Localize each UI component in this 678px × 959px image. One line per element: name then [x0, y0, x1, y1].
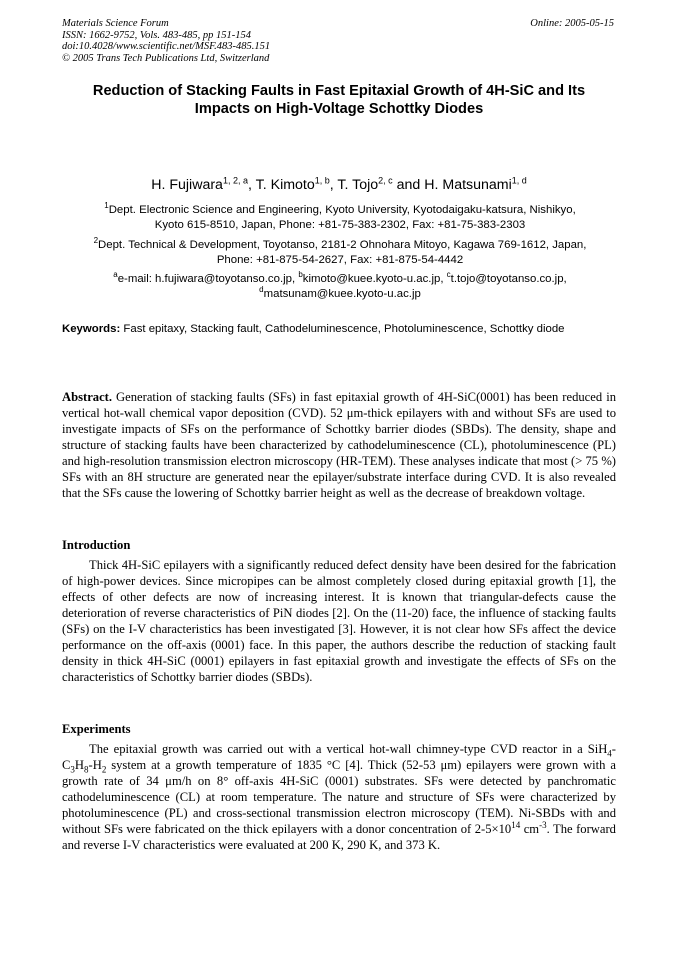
email-block	[70, 272, 610, 302]
author-affil-mark: 1, d	[511, 175, 527, 186]
author-name: H. Fujiwara	[151, 177, 223, 193]
exp-subscript: 8	[84, 764, 89, 775]
exp-text: H	[74, 758, 85, 772]
author-list	[62, 176, 616, 194]
email-mark: c	[446, 270, 451, 280]
exp-superscript: -3	[539, 819, 547, 830]
exp-subscript: 2	[101, 764, 107, 775]
author-separator: ,	[247, 177, 256, 193]
exp-text: -H	[88, 758, 102, 772]
author-name: T. Tojo	[337, 177, 379, 193]
email-mark: a	[113, 270, 118, 280]
journal-header	[62, 18, 270, 64]
affil-line: Dept. Electronic Science and Engineering, Kyoto University, Kyotodaigaku-katsura, Nishikyo,	[108, 204, 576, 216]
author-affil-mark: 1, 2, a	[222, 175, 248, 186]
exp-text: . The forward and reverse I-V characteristics were evaluated at 200 K, 290 K, and 373 K.	[62, 822, 616, 852]
affil-line: Kyoto 615-8510, Japan, Phone: +81-75-383-2302, Fax: +81-75-383-2303	[154, 219, 526, 231]
author-affil-mark: 2, c	[378, 175, 393, 186]
email-mark: b	[298, 270, 303, 280]
exp-subscript: 4	[607, 748, 612, 759]
affil-mark: 2	[93, 236, 99, 246]
abstract-text: Generation of stacking faults (SFs) in fast epitaxial growth of 4H-SiC(0001) has been reduced in vertical hot-wall chemical vapor deposition (CVD). 52 μm-thick epilayers with and without SFs are used to investigate impacts of SFs on the performance of Schottky barrier diodes (SBDs). The density, shape and structure of stacking faults have been characterized by cathodeluminescence (CL), photoluminescence (PL) and high-resolution transmission electron microscopy (HR-TEM). These analyses indicate that most (> 75 %) SFs with an 8H structure are generated near the epilayer/substrate interface during CVD. It is also revealed that the SFs cause the lowering of Schottky barrier height as well as the decrease of breakdown voltage.	[62, 390, 616, 500]
affiliation-1	[70, 203, 610, 233]
exp-text: -C	[62, 742, 616, 772]
email-mark: d	[259, 285, 264, 295]
abstract-paragraph	[62, 389, 616, 501]
author-separator: and	[392, 177, 425, 193]
introduction-paragraph: Thick 4H-SiC epilayers with a significantly reduced defect density have been desired for the fabrication of high-power devices. Since micropipes can be almost completely closed during epitaxial growth [1], the effects of other defects are now of increasing interest. It is known that triangular-defects cause the deterioration of reverse characteristics of PiN diodes [2]. On the (11-20) face, the influence of stacking faults (SFs) on the I-V characteristics has been investigated [3]. However, it is not clear how SFs affect the device performance on the off-axis (0001) face. In this paper, the authors describe the reduction of stacking fault density in thick 4H-SiC (0001) epilayers in fast epitaxial growth and investigate the effects of SFs on the characteristics of Schottky barrier diodes (SBDs).	[62, 558, 616, 684]
abstract-label: Abstract.	[62, 390, 113, 404]
paper-title	[62, 82, 616, 118]
author-name: H. Matsunami	[424, 177, 512, 193]
author-name: T. Kimoto	[255, 177, 315, 193]
affiliation-2	[70, 238, 610, 268]
title-line-1: Reduction of Stacking Faults in Fast Epitaxial Growth of 4H-SiC and Its	[92, 83, 586, 99]
exp-text: cm	[520, 822, 540, 836]
keywords-label: Keywords:	[62, 323, 121, 335]
email-text: e-mail: h.fujiwara@toyotanso.co.jp,	[117, 273, 299, 285]
exp-superscript: 14	[511, 819, 521, 830]
keywords-paragraph	[62, 322, 616, 337]
email-text: kimoto@kuee.kyoto-u.ac.jp,	[302, 273, 447, 285]
keywords-text: Fast epitaxy, Stacking fault, Cathodeluminescence, Photoluminescence, Schottky diode	[120, 323, 565, 335]
author-separator: ,	[329, 177, 338, 193]
affil-line: Phone: +81-875-54-2627, Fax: +81-875-54-4442	[216, 254, 464, 266]
email-text: t.tojo@toyotanso.co.jp,	[450, 273, 567, 285]
journal-name: Materials Science Forum	[62, 18, 169, 29]
author-affil-mark: 1, b	[314, 175, 330, 186]
experiments-heading: Experiments	[62, 722, 131, 736]
affil-line: Dept. Technical & Development, Toyotanso, 2181-2 Ohnohara Mitoyo, Kagawa 769-1612, Japan,	[98, 239, 587, 251]
title-line-2: Impacts on High-Voltage Schottky Diodes	[194, 101, 484, 117]
copyright-line: © 2005 Trans Tech Publications Ltd, Switzerland	[62, 52, 270, 64]
experiments-paragraph	[62, 741, 616, 853]
email-text: matsunam@kuee.kyoto-u.ac.jp	[263, 288, 421, 300]
exp-text: The epitaxial growth was carried out with a vertical hot-wall chimney-type CVD reactor in a SiH	[89, 742, 608, 756]
online-date: Online: 2005-05-15	[530, 18, 614, 29]
doi-line: doi:10.4028/www.scientific.net/MSF.483-485.151	[62, 41, 271, 52]
affil-mark: 1	[104, 201, 109, 211]
issn-line: ISSN: 1662-9752, Vols. 483-485, pp 151-154	[62, 29, 251, 41]
introduction-heading: Introduction	[62, 538, 131, 552]
exp-subscript: 3	[70, 764, 75, 775]
exp-text: system at a growth temperature of 1835 °C [4]. Thick (52-53 μm) epilayers were grown with a growth rate of 34 μm/h on 8° off-axis 4H-SiC (0001) substrates. SFs were detected by panchromatic cathodeluminescence (CL) at room temperature. The nature and structure of SFs were characterized by photoluminescence (PL) and cross-sectional transmission electron microscopy (TEM). Ni-SBDs with and without SFs were fabricated on the thick epilayers with a donor concentration of 2-5×10	[62, 758, 616, 836]
